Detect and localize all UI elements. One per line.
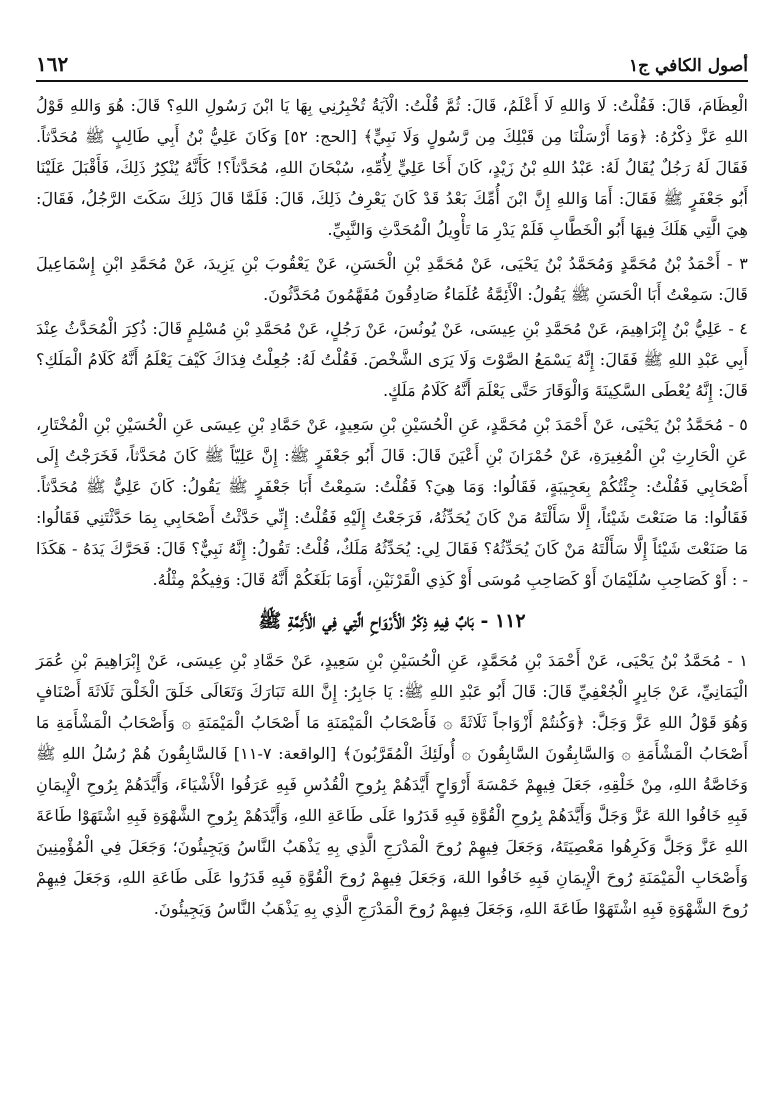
paragraph: ٥ - مُحَمَّدُ بْنُ يَحْيَى، عَنْ أَحْمَدَ بْنِ مُحَمَّدٍ، عَنِ الْحُسَيْنِ بْنِ سَعِيدٍ، عَنْ حَمَّادِ بْنِ عِيسَى عَنِ الْحُسَيْنِ بْنِ الْمُخْتَارِ، عَنِ الْحَارِثِ بْنِ الْمُغِيرَةِ، عَنْ حُمْرَانَ بْنِ أَعْيَنَ قَالَ: قَالَ أَبُو جَعْفَرٍ ﷺ: إِنَّ عَلِيّاً ﷺ كَانَ مُحَدَّثاً، فَخَرَجْتُ إِلَى أَصْحَابِي فَقُلْتُ: جِئْتُكُمْ بِعَجِيبَةٍ، فَقَالُوا: وَمَا هِيَ؟ فَقُلْتُ: سَمِعْتُ أَبَا جَعْفَرٍ ﷺ يَقُولُ: كَانَ عَلِيٌّ ﷺ مُحَدَّثاً. فَقَالُوا: مَا صَنَعْتَ شَيْئاً، إِلَّا سَأَلْتَهُ مَنْ كَانَ يُحَدِّثُهُ، فَرَجَعْتُ إِلَيْهِ فَقُلْتُ: إِنِّي حَدَّثْتُ أَصْحَابِي بِمَا حَدَّثْتَنِي فَقَالُوا: مَا صَنَعْتَ شَيْئاً إِلَّا سَأَلْتَهُ مَنْ كَانَ يُحَدِّثُهُ؟ فَقَالَ لِي: يُحَدِّثُهُ مَلَكٌ، قُلْتُ: تَقُولُ: إِنَّهُ نَبِيٌّ؟ قَالَ: فَحَرَّكَ يَدَهُ - هَكَذَا - : أَوْ كَصَاحِبِ سُلَيْمَانَ أَوْ كَصَاحِبِ مُوسَى أَوْ كَذِي الْقَرْنَيْنِ، أَوَمَا بَلَغَكُمْ أَنَّهُ قَالَ: وَفِيكُمْ مِثْلُهُ.: [36, 415, 748, 589]
paragraph: ٣ - أَحْمَدُ بْنُ مُحَمَّدٍ وَمُحَمَّدُ بْنُ يَحْيَى، عَنْ مُحَمَّدِ بْنِ الْحَسَنِ، عَنْ يَعْقُوبَ بْنِ يَزِيدَ، عَنْ مُحَمَّدِ ابْنِ إِسْمَاعِيلَ قَالَ: سَمِعْتُ أَبَا الْحَسَنِ ﷺ يَقُولُ: الْأَئِمَّةُ عُلَمَاءُ صَادِقُونَ مُفَهَّمُونَ مُحَدَّثُونَ.: [36, 254, 748, 304]
book-title: أصول الكافي ج١: [628, 56, 748, 76]
page-body: [36, 90, 748, 924]
paragraph: ٤ - عَلِيُّ بْنُ إِبْرَاهِيمَ، عَنْ مُحَمَّدِ بْنِ عِيسَى، عَنْ يُونُسَ، عَنْ رَجُلٍ، عَنْ مُحَمَّدِ بْنِ مُسْلِمٍ قَالَ: ذُكِرَ الْمُحَدَّثُ عِنْدَ أَبِي عَبْدِ اللهِ ﷺ فَقَالَ: إِنَّهُ يَسْمَعُ الصَّوْتَ وَلَا يَرَى الشَّخْصَ. فَقُلْتُ لَهُ: جُعِلْتُ فِدَاكَ كَيْفَ يَعْلَمُ أَنَّهُ كَلَامُ الْمَلَكِ؟ قَالَ: إِنَّهُ يُعْطَى السَّكِينَةَ وَالْوَقَارَ حَتَّى يَعْلَمَ أَنَّهُ كَلَامُ مَلَكٍ.: [36, 319, 748, 400]
paragraph: الْعِظَامَ، قَالَ: فَقُلْتُ: لَا وَاللهِ لَا أَعْلَمُ، قَالَ: ثُمَّ قُلْتُ: الْآيَةُ تُخْبِرُنِي بِهَا يَا ابْنَ رَسُولِ اللهِ؟ قَالَ: هُوَ وَاللهِ قَوْلُ اللهِ عَزَّ ذِكْرُهُ: ﴿وَمَا أَرْسَلْنَا مِن قَبْلِكَ مِن رَّسُولٍ وَلَا نَبِيٍّ﴾ [الحج: ٥٢] وَكَانَ عَلِيُّ بْنُ أَبِي طَالِبٍ ﷺ مُحَدَّثاً. فَقَالَ لَهُ رَجُلٌ يُقَالُ لَهُ: عَبْدُ اللهِ بْنُ زَيْدٍ، كَانَ أَخَا عَلِيٍّ لِأُمِّهِ، سُبْحَانَ اللهِ، مُحَدَّثاً؟! كَأَنَّهُ يُنْكِرُ ذَلِكَ، فَأَقْبَلَ عَلَيْنَا أَبُو جَعْفَرٍ ﷺ فَقَالَ: أَمَا وَاللهِ إِنَّ ابْنَ أُمِّكَ بَعْدُ قَدْ كَانَ يَعْرِفُ ذَلِكَ، قَالَ: فَلَمَّا قَالَ ذَلِكَ سَكَتَ الرَّجُلُ، فَقَالَ: هِيَ الَّتِي هَلَكَ فِيهَا أَبُو الْخَطَّابِ فَلَمْ يَدْرِ مَا تَأْوِيلُ الْمُحَدَّثِ وَالنَّبِيِّ.: [36, 96, 748, 239]
chapter-heading: ١١٢ - بَابٌ فِيهِ ذِكْرُ الْأَرْوَاحِ الَّتِي فِي الْأَئِمَّةِ ﷺ: [258, 610, 526, 632]
page-header: [36, 40, 748, 82]
paragraph: ١ - مُحَمَّدُ بْنُ يَحْيَى، عَنْ أَحْمَدَ بْنِ مُحَمَّدٍ، عَنِ الْحُسَيْنِ بْنِ سَعِيدٍ، عَنْ حَمَّادِ بْنِ عِيسَى، عَنْ إِبْرَاهِيمَ بْنِ عُمَرَ الْيَمَانِيِّ، عَنْ جَابِرٍ الْجُعْفِيِّ قَالَ: قَالَ أَبُو عَبْدِ اللهِ ﷺ: يَا جَابِرُ: إِنَّ اللهَ تَبَارَكَ وَتَعَالَى خَلَقَ الْخَلْقَ ثَلَاثَةَ أَصْنَافٍ وَهُوَ قَوْلُ اللهِ عَزَّ وَجَلَّ: ﴿وَكُنتُمْ أَزْوَاجاً ثَلَاثَةً ۞ فَأَصْحَابُ الْمَيْمَنَةِ مَا أَصْحَابُ الْمَيْمَنَةِ ۞ وَأَصْحَابُ الْمَشْأَمَةِ مَا أَصْحَابُ الْمَشْأَمَةِ ۞ وَالسَّابِقُونَ السَّابِقُونَ ۞ أُولَئِكَ الْمُقَرَّبُونَ﴾ [الواقعة: ٧-١١] فَالسَّابِقُونَ هُمْ رُسُلُ اللهِ ﷺ وَخَاصَّةُ اللهِ، مِنْ خَلْقِهِ، جَعَلَ فِيهِمْ خَمْسَةَ أَرْوَاحٍ أَيَّدَهُمْ بِرُوحِ الْقُدُسِ فَبِهِ عَرَفُوا الْأَشْيَاءَ، وَأَيَّدَهُمْ بِرُوحِ الْإِيمَانِ فَبِهِ خَافُوا اللهَ عَزَّ وَجَلَّ وَأَيَّدَهُمْ بِرُوحِ الْقُوَّةِ فَبِهِ قَدَرُوا عَلَى طَاعَةِ اللهِ، وَأَيَّدَهُمْ بِرُوحِ الشَّهْوَةِ فَبِهِ اشْتَهَوْا طَاعَةَ اللهِ عَزَّ وَجَلَّ وَكَرِهُوا مَعْصِيَتَهُ، وَجَعَلَ فِيهِمْ رُوحَ الْمَدْرَجِ الَّذِي بِهِ يَذْهَبُ النَّاسُ وَيَجِيئُونَ؛ وَجَعَلَ فِي الْمُؤْمِنِينَ وَأَصْحَابِ الْمَيْمَنَةِ رُوحَ الْإِيمَانِ فَبِهِ خَافُوا اللهَ، وَجَعَلَ فِيهِمْ رُوحَ الْقُوَّةِ فَبِهِ قَدَرُوا عَلَى طَاعَةِ اللهِ، وَجَعَلَ فِيهِمْ رُوحَ الشَّهْوَةِ فَبِهِ اشْتَهَوْا طَاعَةَ اللهِ، وَجَعَلَ فِيهِمْ رُوحَ الْمَدْرَجِ الَّذِي بِهِ يَذْهَبُ النَّاسُ وَيَجِيئُونَ.: [36, 651, 749, 918]
page-number: ١٦٢: [36, 52, 69, 76]
